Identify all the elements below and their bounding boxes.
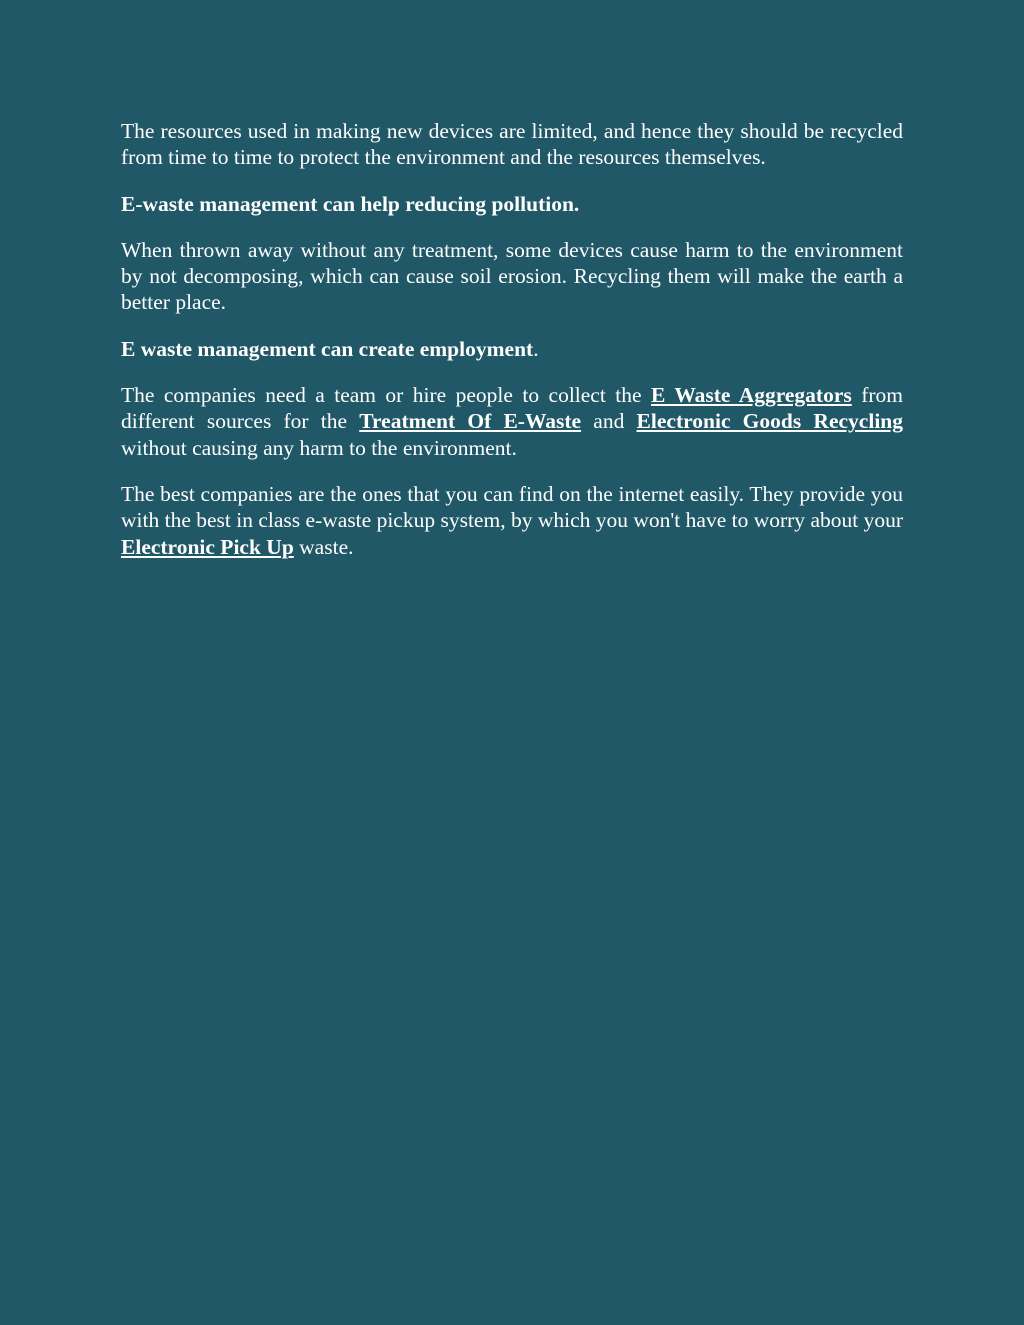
- heading-employment: [121, 336, 903, 362]
- link-treatment-of-e-waste[interactable]: Treatment Of E-Waste: [359, 409, 582, 434]
- heading-employment-period: .: [533, 336, 539, 361]
- document-body: [121, 118, 903, 560]
- paragraph-companies-text-4: without causing any harm to the environment.: [121, 435, 517, 460]
- paragraph-companies-text-1: The companies need a team or hire people to collect the: [121, 383, 651, 408]
- link-e-waste-aggregators[interactable]: E Waste Aggregators: [650, 383, 852, 408]
- paragraph-best-companies-text-1: The best companies are the ones that you can find on the internet easily. They provide you with the best in class e-waste pickup system, by which you won't have to worry about your: [121, 481, 903, 533]
- paragraph-companies-text-2: from different sources for the: [121, 383, 903, 434]
- heading-pollution: E-waste management can help reducing pollution.: [121, 191, 580, 216]
- paragraph-companies-text-3: and: [581, 409, 637, 434]
- paragraph-companies: [121, 382, 903, 461]
- paragraph-best-companies-text-2: waste.: [293, 534, 354, 559]
- paragraph-treatment: When thrown away without any treatment, some devices cause harm to the environment by not decomposing, which can cause soil erosion. Recycling them will make the earth a better place.: [121, 237, 903, 315]
- paragraph-resources: The resources used in making new devices are limited, and hence they should be recycled from time to time to protect the environment and the resources themselves.: [121, 119, 903, 170]
- paragraph-best-companies: [121, 481, 903, 560]
- link-electronic-goods-recycling[interactable]: Electronic Goods Recycling: [636, 409, 903, 434]
- link-electronic-pick-up[interactable]: Electronic Pick Up: [121, 534, 294, 559]
- heading-employment-text: E waste management can create employment: [121, 336, 534, 361]
